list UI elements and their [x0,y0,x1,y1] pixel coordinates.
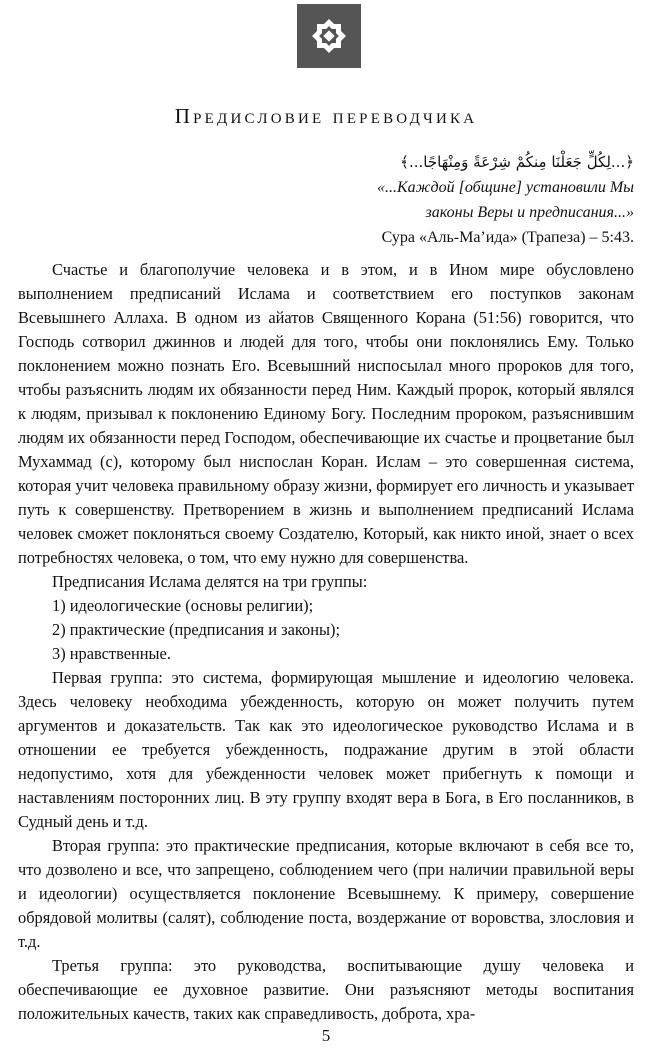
list-item: 3) нравственные. [52,644,171,663]
epigraph [74,150,634,250]
epigraph-translation-line-1: «...Каждой [общине] установили Мы [377,179,634,196]
body-text [18,258,634,1026]
paragraph: Первая группа: это система, формирующая мышление и идеологию человека. Здесь человеку необходима убежденность, которую он может получить путем аргументов и доказательств. Так как это идеологическое руководство Ислама и в отношении ее требуется убежденность, подражание другим в этой области недопустимо, хотя для убежденности человек может прибегнуть к помощи и наставлениям посторонних лиц. В эту группу входят вера в Бога, в Его посланников, в Судный день и т.д. [18,668,634,831]
page-title: Предисловие переводчика [174,104,478,128]
paragraph: Предписания Ислама делятся на три группы: [52,572,368,591]
list-item: 1) идеологические (основы религии); [52,596,314,615]
epigraph-arabic: ﴿...لِكُلٍّ جَعَلْنَا مِنكُمْ شِرْعَةً وَمِنْهَاجًا...﴾ [400,153,634,171]
page-number: 5 [321,1026,331,1045]
epigraph-translation-line-2: законы Веры и предписания...» [425,204,634,221]
paragraph: Счастье и благополучие человека и в этом, и в Ином мире обусловлено выполнением предписаний Ислама и соответствием его поступков законам Всевышнего Аллаха. В одном из айатов Священного Корана (51:56) говорится, что Господь сотворил джиннов и людей для того, чтобы они поклонялись Ему. Только поклонением можно познать Его. Всевышний ниспосылал много пророков для того, чтобы разъяснить людям их обязанности перед Ним. Каждый пророк, который являлся к людям, призывал к поклонению Единому Богу. Последним пророком, разъяснившим людям их обязанности перед Господом, обеспечивающие их счастье и процветание был Мухаммад (с), которому был ниспослан Коран. Ислам – это совершенная система, которая учит человека правильному образу жизни, формирует его личность и указывает путь к совершенству. Претворением в жизнь и выполнением предписаний Ислама человек сможет поклоняться своему Создателю, Который, как никто иной, знает о всех потребностях человека, о том, что ему нужно для совершенства. [18,260,634,567]
list-item: 2) практические (предписания и законы); [52,620,341,639]
paragraph: Вторая группа: это практические предписания, которые включают в себя все то, что дозволено и все, что запрещено, соблюдением чего (при наличии правильной веры и идеологии) осуществляется поклонение Всевышнему. К примеру, совершение обрядовой молитвы (салят), соблюдение поста, воздержание от воровства, злословия и т.д. [18,836,634,951]
star-octagon-icon [297,4,361,68]
paragraph: Третья группа: это руководства, воспитывающие душу человека и обеспечивающие ее духовное развитие. Они разъясняют методы воспитания положительных качеств, таких как справедливость, доброта, хра- [18,956,634,1023]
epigraph-source: Сура «Аль-Ма’ида» (Трапеза) – 5:43. [381,229,634,246]
